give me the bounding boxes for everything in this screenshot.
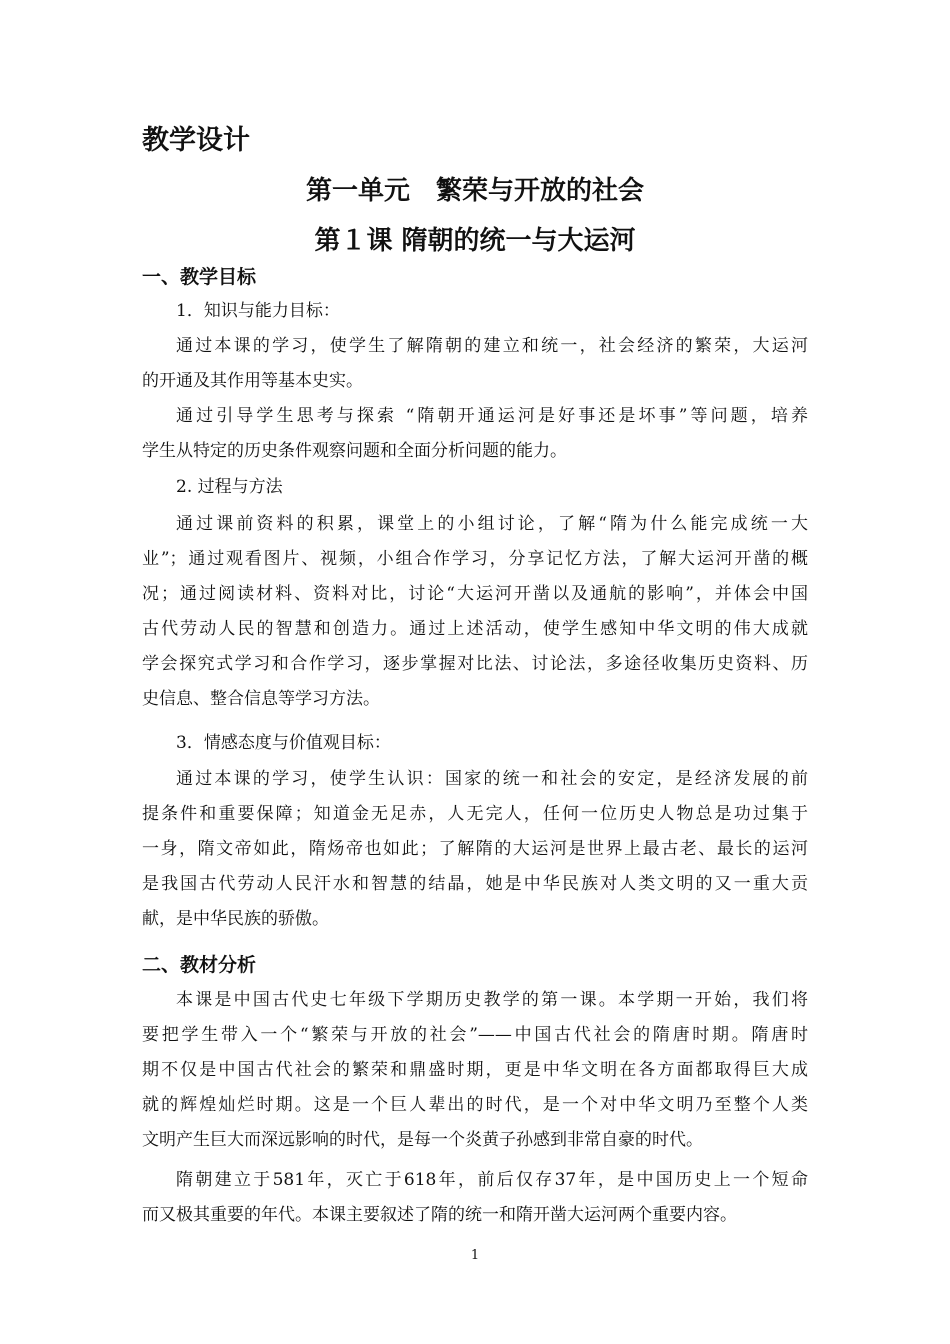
page-number: 1 bbox=[470, 1248, 480, 1263]
text-line: 业”；通过观看图片、视频，小组合作学习，分享记忆方法，了解大运河开凿的概 bbox=[142, 549, 808, 569]
section-heading-teaching-objectives: 一、教学目标 bbox=[142, 266, 257, 288]
paragraph-knowledge-1 bbox=[142, 329, 808, 399]
paragraph-knowledge-2 bbox=[142, 399, 808, 469]
text-line: 的开通及其作用等基本史实。 bbox=[142, 371, 363, 391]
text-line: 献，是中华民族的骄傲。 bbox=[142, 909, 329, 929]
text-line: 是我国古代劳动人民汗水和智慧的结晶，她是中华民族对人类文明的又一重大贡 bbox=[142, 874, 808, 894]
subheading-process-method: 2. 过程与方法 bbox=[176, 477, 283, 497]
text-line: 史信息、整合信息等学习方法。 bbox=[142, 689, 380, 709]
paragraph-emotion-values bbox=[142, 762, 808, 937]
text-line: 文明产生巨大而深远影响的时代，是每一个炎黄子孙感到非常自豪的时代。 bbox=[142, 1130, 703, 1150]
text-line: 一身，隋文帝如此，隋炀帝也如此；了解隋的大运河是世界上最古老、最长的运河 bbox=[142, 839, 808, 859]
text-line: 通过课前资料的积累，课堂上的小组讨论，了解“隋为什么能完成统一大 bbox=[176, 514, 808, 534]
text-line: 通过本课的学习，使学生了解隋朝的建立和统一，社会经济的繁荣，大运河 bbox=[176, 336, 808, 356]
text-line: 隋朝建立于581年，灭亡于618年，前后仅存37年，是中国历史上一个短命 bbox=[176, 1170, 808, 1190]
text-line: 学生从特定的历史条件观察问题和全面分析问题的能力。 bbox=[142, 441, 567, 461]
paragraph-material-analysis-1 bbox=[142, 983, 808, 1158]
text-line: 通过引导学生思考与探索 “隋朝开通运河是好事还是坏事”等问题，培养 bbox=[176, 406, 808, 426]
text-line: 期不仅是中国古代社会的繁荣和鼎盛时期，更是中华文明在各方面都取得巨大成 bbox=[142, 1060, 808, 1080]
text-line: 通过本课的学习，使学生认识：国家的统一和社会的安定，是经济发展的前 bbox=[176, 769, 808, 789]
paragraph-material-analysis-2 bbox=[142, 1163, 808, 1233]
paragraph-process-method bbox=[142, 507, 808, 717]
text-line: 就的辉煌灿烂时期。这是一个巨人辈出的时代，是一个对中华文明乃至整个人类 bbox=[142, 1095, 808, 1115]
text-line: 提条件和重要保障；知道金无足赤，人无完人，任何一位历史人物总是功过集于 bbox=[142, 804, 808, 824]
text-line: 本课是中国古代史七年级下学期历史教学的第一课。本学期一开始，我们将 bbox=[176, 990, 808, 1010]
section-heading-material-analysis: 二、教材分析 bbox=[142, 954, 257, 976]
text-line: 学会探究式学习和合作学习，逐步掌握对比法、讨论法，多途径收集历史资料、历 bbox=[142, 654, 808, 674]
unit-title-prefix: 第一单元 bbox=[305, 176, 410, 206]
text-line: 况；通过阅读材料、资料对比，讨论“大运河开凿以及通航的影响”，并体会中国 bbox=[142, 584, 808, 604]
unit-title-main: 繁荣与开放的社会 bbox=[436, 176, 645, 206]
unit-title bbox=[142, 170, 808, 207]
document-title: 教学设计 bbox=[142, 125, 250, 156]
lesson-title: 第１课 隋朝的统一与大运河 bbox=[314, 226, 636, 256]
subheading-knowledge-ability: 1．知识与能力目标： bbox=[176, 301, 340, 321]
text-line: 而又极其重要的年代。本课主要叙述了隋的统一和隋开凿大运河两个重要内容。 bbox=[142, 1205, 737, 1225]
text-line: 要把学生带入一个“繁荣与开放的社会”——中国古代社会的隋唐时期。隋唐时 bbox=[142, 1025, 808, 1045]
subheading-emotion-values: 3．情感态度与价值观目标： bbox=[176, 733, 391, 753]
text-line: 古代劳动人民的智慧和创造力。通过上述活动，使学生感知中华文明的伟大成就 bbox=[142, 619, 808, 639]
